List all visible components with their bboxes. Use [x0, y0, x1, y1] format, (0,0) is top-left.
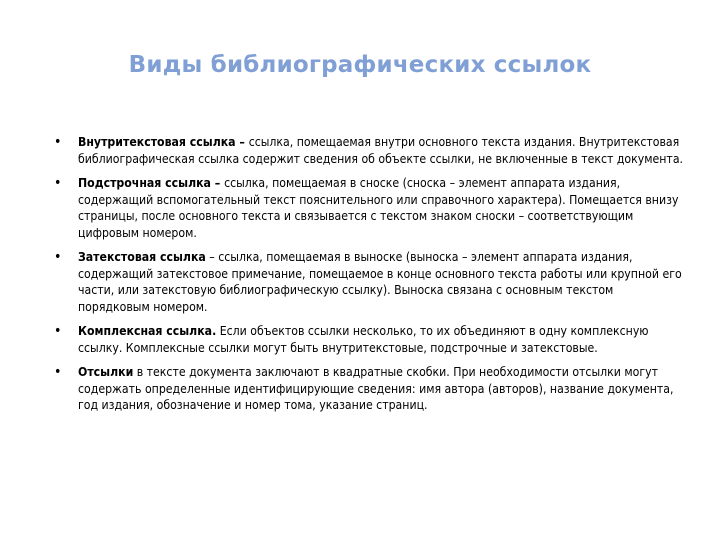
bullet-text: ссылка, помещаемая внутри основного текста издания. Внутритекстовая библиографическая ссылка содержит сведения об объекте ссылки, не включенные в текст документа.: [78, 135, 684, 166]
bullet-dot-icon: •: [54, 249, 62, 265]
bullet-term: Отсылки: [78, 365, 134, 379]
bullet-dot-icon: •: [54, 175, 62, 191]
bullet-dot-icon: •: [54, 323, 62, 339]
bullet-list: [48, 134, 688, 422]
bullet-term: Комплексная ссылка.: [78, 324, 217, 338]
bullet-dot-icon: •: [54, 364, 62, 380]
list-item: [48, 249, 688, 315]
bullet-text: Если объектов ссылки несколько, то их объединяют в одну комплексную ссылку. Комплексные ссылки могут быть внутритекстовые, подстрочные и затекстовые.: [78, 324, 649, 355]
list-item: [48, 323, 688, 356]
list-item: [48, 134, 688, 167]
bullet-dot-icon: •: [54, 134, 62, 150]
bullet-text: – ссылка, помещаемая в выноске (выноска – элемент аппарата издания, содержащий затекстовое примечание, помещаемое в конце основного текста работы или крупной его части, или затекстовую библиографическую ссылку). Выноска связана с основным текстом порядковым номером.: [78, 250, 682, 314]
list-item: [48, 364, 688, 414]
list-item: [48, 175, 688, 241]
slide-title: Виды библиографических ссылок: [128, 52, 592, 78]
bullet-text: ссылка, помещаемая в сноске (сноска – элемент аппарата издания, содержащий вспомогательный текст пояснительного или справочного характера). Помещается внизу страницы, после основного текста и связывается с текстом знаком сноски – соответствующим цифровым номером.: [78, 176, 679, 240]
bullet-text: в тексте документа заключают в квадратные скобки. При необходимости отсылки могут содержать определенные идентифицирующие сведения: имя автора (авторов), название документа, год издания, обозначение и номер тома, указание страниц.: [78, 365, 674, 412]
bullet-term: Затекстовая ссылка: [78, 250, 206, 264]
bullet-term: Внутритекстовая ссылка –: [78, 135, 249, 149]
bullet-term: Подстрочная ссылка –: [78, 176, 225, 190]
